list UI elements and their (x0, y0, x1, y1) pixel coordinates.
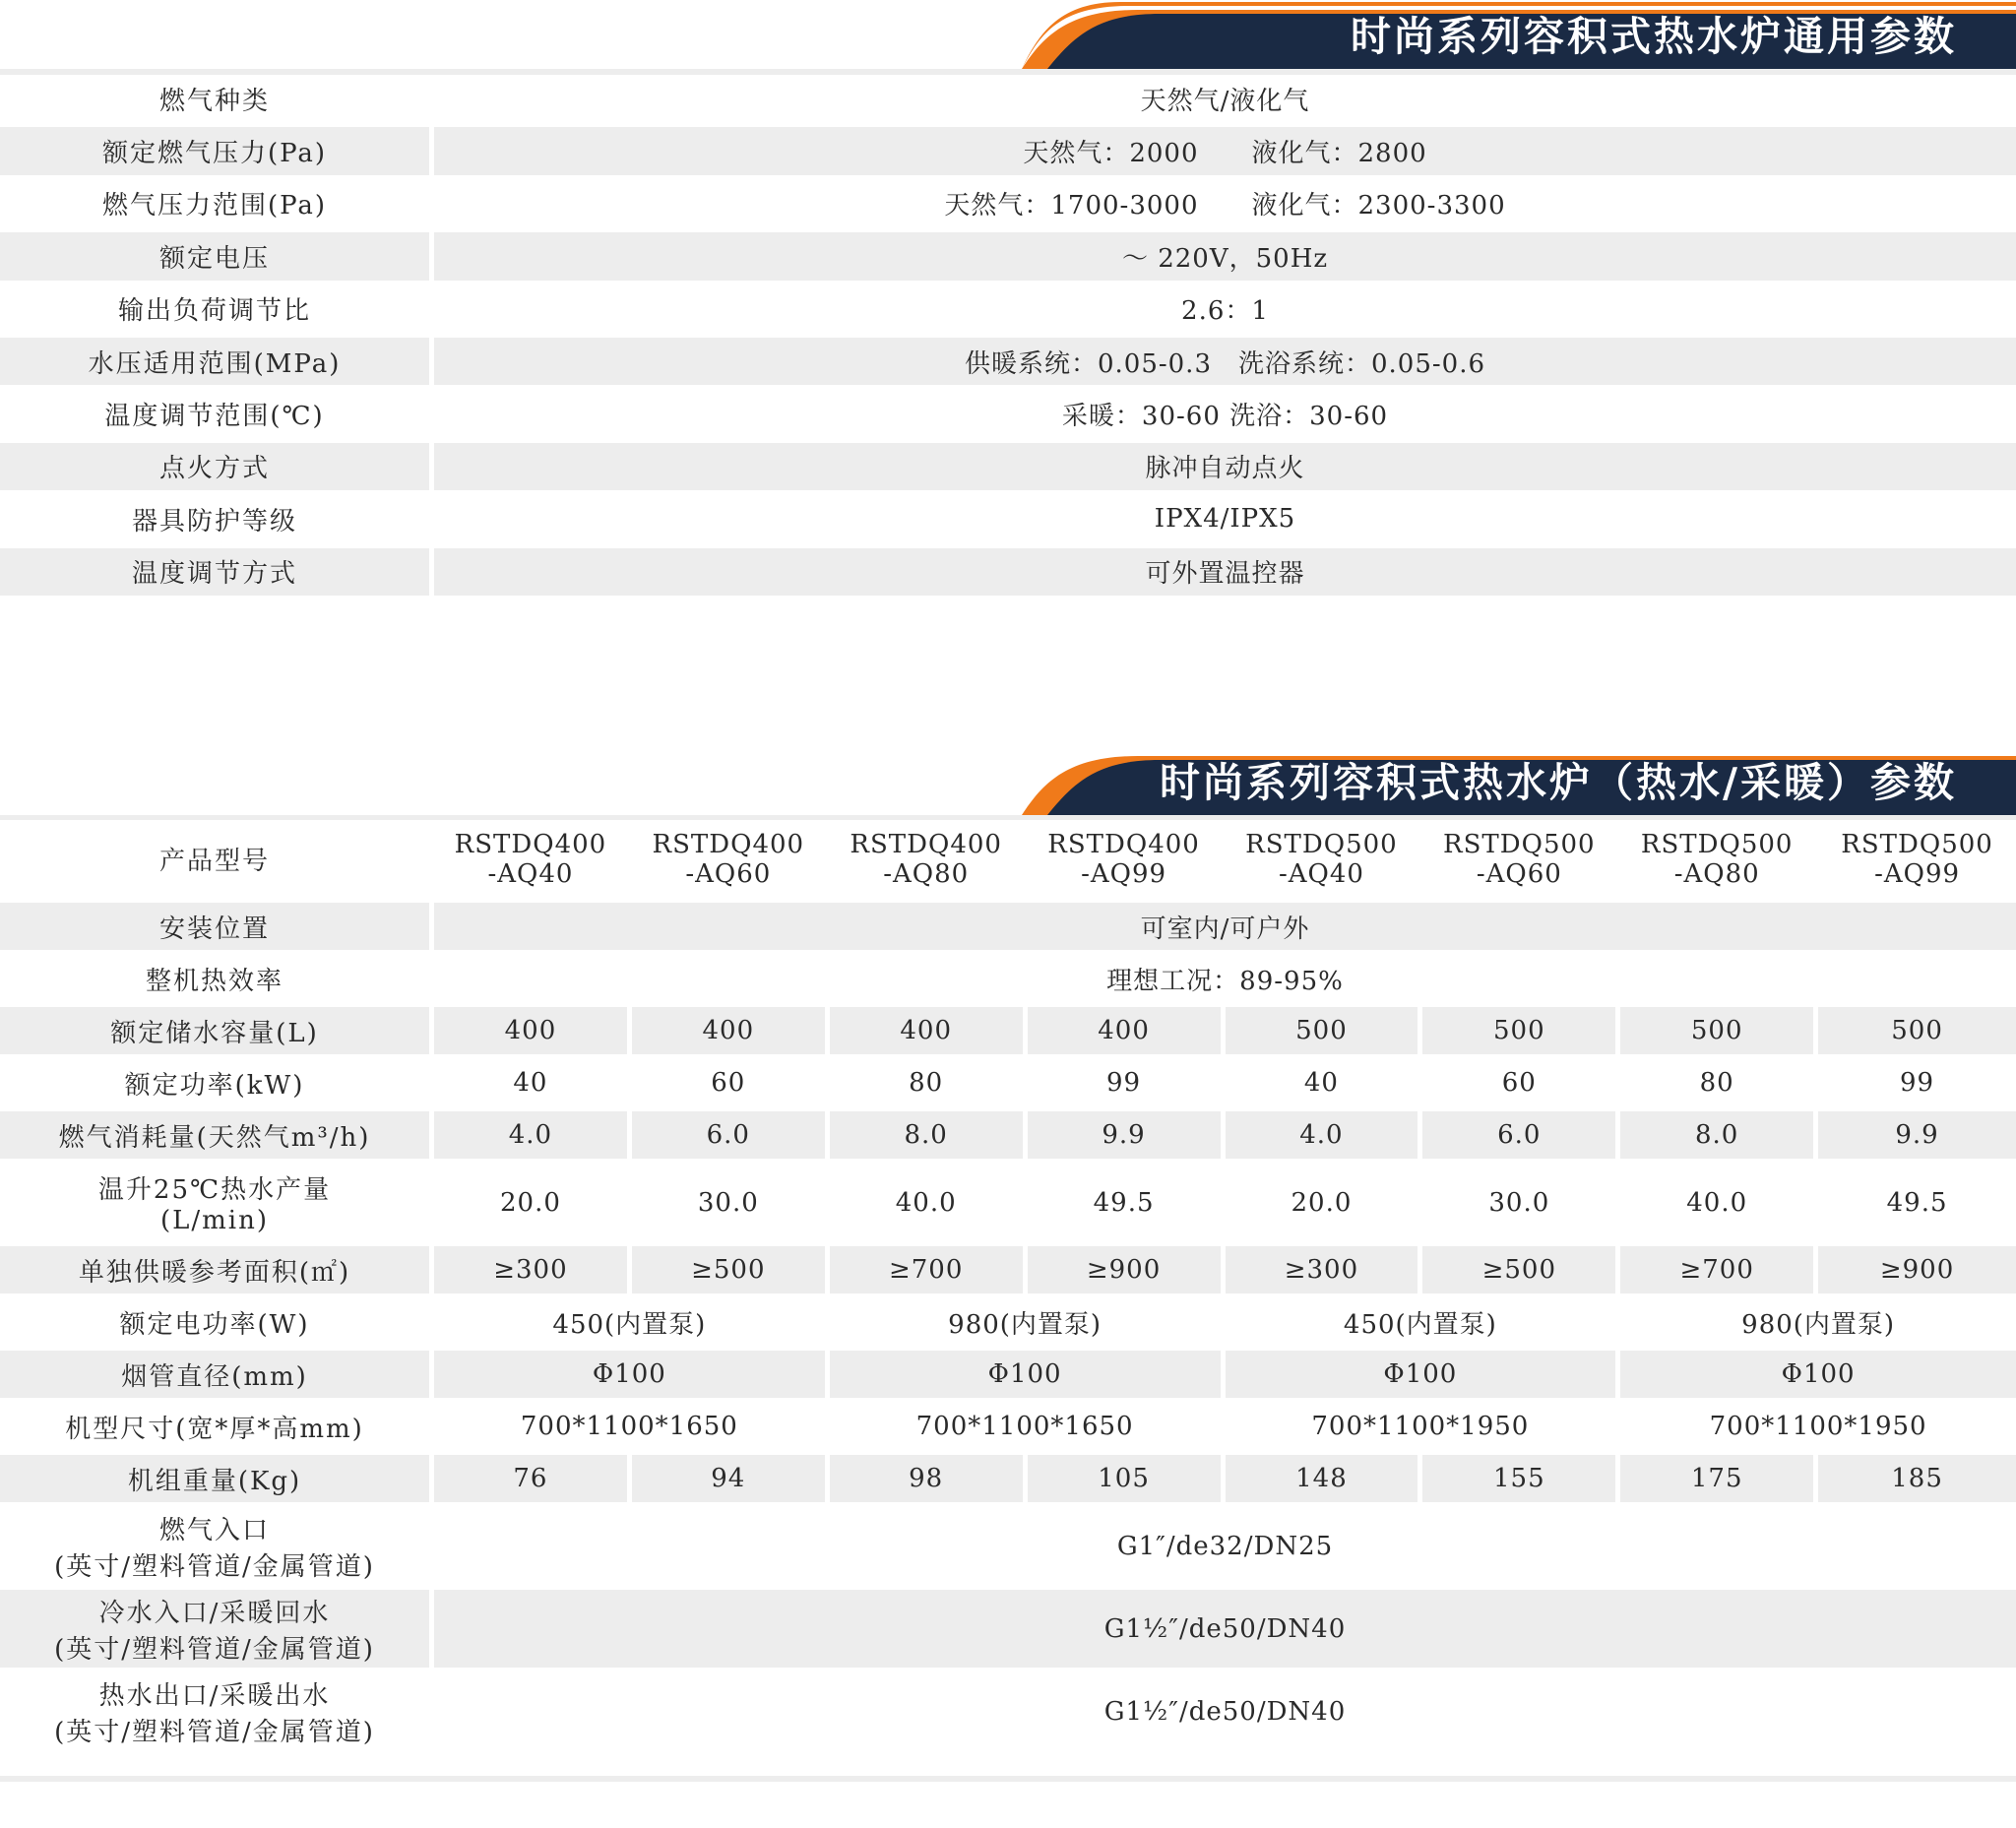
param-value-text: G1½″/de50/DN40 (1103, 1613, 1347, 1644)
table-row (0, 285, 2016, 338)
param-value-text: ≥900 (1086, 1255, 1162, 1285)
param-label (0, 338, 434, 390)
table-row (0, 232, 2016, 284)
param-label (0, 955, 434, 1007)
param-value-text: G1½″/de50/DN40 (1103, 1696, 1347, 1727)
param-value (830, 1351, 1226, 1403)
param-value-text: 6.0 (706, 1120, 750, 1150)
model-name-text: -AQ60 (685, 858, 772, 889)
param-label (0, 1164, 434, 1246)
param-value (1226, 1403, 1621, 1455)
table-row (0, 1590, 2016, 1672)
param-value (632, 1111, 830, 1164)
param-value-text: ≥500 (691, 1255, 766, 1285)
table-row (0, 127, 2016, 179)
param-value-text: 500 (1295, 1016, 1348, 1045)
param-label-text: 烟管直径(mm) (121, 1361, 308, 1392)
param-label-text: (英寸/塑料管道/金属管道) (54, 1717, 375, 1747)
param-value (1028, 1246, 1226, 1298)
param-value (434, 1507, 2016, 1590)
table-row (0, 1507, 2016, 1590)
param-value (1422, 1007, 1620, 1059)
param-label-text: 额定储水容量(L) (110, 1018, 319, 1048)
param-value-text: 500 (1690, 1016, 1743, 1045)
param-value-text: 450(内置泵) (552, 1309, 707, 1340)
param-value (1818, 1164, 2016, 1246)
table-row (0, 75, 2016, 127)
param-label-text: 燃气种类 (158, 86, 270, 116)
param-value (1226, 1059, 1423, 1111)
param-value (434, 1351, 830, 1403)
param-label (0, 285, 434, 338)
param-label (0, 1007, 434, 1059)
param-label (0, 1111, 434, 1164)
param-label-text: 温升25℃热水产量 (97, 1175, 332, 1205)
param-value (1422, 1059, 1620, 1111)
param-label-text: 点火方式 (158, 454, 270, 484)
param-value (1422, 1111, 1620, 1164)
model-name (830, 820, 1028, 903)
table-row (0, 1059, 2016, 1111)
param-value (434, 232, 2016, 284)
model-name-text: -AQ40 (1278, 858, 1364, 889)
param-value-text: 980(内置泵) (948, 1309, 1102, 1340)
param-value-text: 450(内置泵) (1343, 1309, 1497, 1340)
param-label (0, 1351, 434, 1403)
param-label-text: 安装位置 (158, 914, 270, 944)
param-value-text: 80 (1699, 1068, 1734, 1098)
section2-title: 时尚系列容积式热水炉（热水/采暖）参数 (1160, 759, 1957, 806)
param-value (632, 1007, 830, 1059)
param-label-text: 燃气压力范围(Pa) (101, 191, 328, 221)
param-value-text: 700*1100*1650 (520, 1412, 738, 1441)
model-name-text: -AQ40 (487, 858, 574, 889)
param-value (434, 338, 2016, 390)
param-value (830, 1455, 1028, 1507)
param-label-text: 额定电功率(W) (119, 1309, 310, 1340)
param-value-text: 700*1100*1950 (1311, 1412, 1530, 1441)
param-label-text: 器具防护等级 (131, 506, 297, 536)
model-name-text: RSTDQ500 (1640, 829, 1794, 859)
param-value-text: 可室内/可户外 (1140, 914, 1310, 944)
param-label-text: 温度调节范围(℃) (104, 402, 325, 432)
param-value (1028, 1164, 1226, 1246)
param-value (830, 1111, 1028, 1164)
param-label-text: 单独供暖参考面积(㎡) (78, 1257, 351, 1288)
param-value (1422, 1246, 1620, 1298)
table-row (0, 180, 2016, 232)
param-value (830, 1403, 1226, 1455)
param-value-text: ≥300 (1284, 1255, 1359, 1285)
param-value-text: 40.0 (1686, 1187, 1748, 1218)
param-value-text: 天然气/液化气 (1140, 86, 1310, 116)
param-value-text: 40 (1303, 1068, 1339, 1098)
param-value-text: 500 (1492, 1016, 1545, 1045)
param-value (1226, 1111, 1423, 1164)
param-value-text: 80 (909, 1068, 944, 1098)
param-label-text: 整机热效率 (145, 966, 284, 996)
param-value (1620, 1403, 2016, 1455)
param-value (434, 1403, 830, 1455)
param-value-text: 天然气：1700-3000 液化气：2300-3300 (944, 191, 1506, 221)
param-value (1028, 1007, 1226, 1059)
table-row (0, 1246, 2016, 1298)
param-value (1620, 1007, 1818, 1059)
param-value-text: 40.0 (895, 1187, 957, 1218)
general-params-table (0, 75, 2016, 600)
param-value (434, 180, 2016, 232)
model-label (0, 820, 434, 903)
param-label-text: (英寸/塑料管道/金属管道) (54, 1634, 375, 1665)
param-value (1620, 1351, 2016, 1403)
param-label (0, 495, 434, 547)
model-name-text: -AQ80 (1673, 858, 1760, 889)
param-value (434, 1007, 632, 1059)
param-value-text: ≥900 (1879, 1255, 1955, 1285)
param-value (1028, 1111, 1226, 1164)
param-label (0, 1403, 434, 1455)
model-header-row (0, 820, 2016, 903)
model-name (1028, 820, 1226, 903)
table-row (0, 1164, 2016, 1246)
param-value (632, 1455, 830, 1507)
table-row (0, 338, 2016, 390)
param-value-text: 供暖系统：0.05-0.3 洗浴系统：0.05-0.6 (964, 348, 1486, 379)
param-value (434, 1164, 632, 1246)
param-label (0, 1507, 434, 1590)
model-label-text: 产品型号 (158, 847, 270, 876)
param-value (434, 1298, 830, 1351)
param-value (830, 1298, 1226, 1351)
param-value (1226, 1246, 1423, 1298)
param-label-text: (L/min) (159, 1206, 270, 1235)
param-value-text: 94 (711, 1464, 746, 1493)
param-value (434, 495, 2016, 547)
param-label (0, 1672, 434, 1755)
section1-banner (1022, 2, 2016, 69)
model-name-text: RSTDQ500 (1443, 829, 1596, 859)
param-value-text: 30.0 (1488, 1187, 1550, 1218)
param-value-text: 天然气：2000 液化气：2800 (1023, 139, 1427, 169)
param-value-text: 6.0 (1497, 1120, 1542, 1150)
param-value-text: 76 (513, 1464, 548, 1493)
param-value (434, 1455, 632, 1507)
param-value-text: 99 (1900, 1068, 1935, 1098)
model-name-text: RSTDQ500 (1245, 829, 1398, 859)
param-value-text: Φ100 (987, 1359, 1062, 1389)
param-value-text: 155 (1492, 1464, 1545, 1493)
param-label-text: 燃气消耗量(天然气m³/h) (58, 1122, 371, 1153)
param-value-text: 9.9 (1102, 1120, 1146, 1150)
param-label-text: 热水出口/采暖出水 (98, 1680, 331, 1711)
table-row (0, 1351, 2016, 1403)
param-label (0, 1455, 434, 1507)
param-label (0, 1590, 434, 1672)
model-name (632, 820, 830, 903)
param-value-text: Φ100 (592, 1359, 666, 1389)
param-value-text: 20.0 (1291, 1187, 1353, 1218)
param-value (434, 548, 2016, 600)
param-value (434, 285, 2016, 338)
param-label-text: 燃气入口 (158, 1515, 270, 1545)
param-value-text: ≥700 (888, 1255, 964, 1285)
param-value-text: 8.0 (904, 1120, 948, 1150)
model-params-table (0, 820, 2016, 1755)
param-value-text: 理想工况：89-95% (1106, 966, 1344, 996)
model-name (1818, 820, 2016, 903)
param-value (1818, 1007, 2016, 1059)
param-value (1028, 1455, 1226, 1507)
table-row (0, 903, 2016, 955)
param-value-text: ≥500 (1481, 1255, 1557, 1285)
param-label (0, 1059, 434, 1111)
param-label-text: (英寸/塑料管道/金属管道) (54, 1551, 375, 1582)
param-value (1620, 1164, 1818, 1246)
param-value-text: 99 (1106, 1068, 1142, 1098)
table-row (0, 443, 2016, 495)
param-value (1226, 1351, 1621, 1403)
param-label-text: 额定燃气压力(Pa) (101, 139, 328, 169)
model-name (434, 820, 632, 903)
section1-title: 时尚系列容积式热水炉通用参数 (1351, 13, 1957, 60)
model-name-text: RSTDQ500 (1841, 829, 1993, 859)
table-row (0, 1007, 2016, 1059)
param-value (434, 1590, 2016, 1672)
table-row (0, 390, 2016, 442)
param-label (0, 443, 434, 495)
table-row (0, 1455, 2016, 1507)
param-value (434, 1111, 632, 1164)
param-value-text: 采暖：30-60 洗浴：30-60 (1061, 402, 1389, 432)
param-label-text: 输出负荷调节比 (117, 296, 311, 327)
param-label (0, 127, 434, 179)
param-value (434, 127, 2016, 179)
param-value-text: 60 (1501, 1068, 1537, 1098)
model-name-text: RSTDQ400 (1047, 829, 1200, 859)
param-value-text: 60 (711, 1068, 746, 1098)
param-value (1818, 1111, 2016, 1164)
param-value (434, 1059, 632, 1111)
table-row (0, 1672, 2016, 1755)
param-value (434, 1246, 632, 1298)
table-row (0, 1111, 2016, 1164)
param-value (830, 1164, 1028, 1246)
param-value-text: Φ100 (1383, 1359, 1458, 1389)
param-value-text: 980(内置泵) (1741, 1309, 1896, 1340)
param-value (1226, 1007, 1423, 1059)
param-value-text: 98 (909, 1464, 944, 1493)
section2-banner (1022, 748, 2016, 815)
param-label-text: 额定功率(kW) (124, 1070, 305, 1101)
param-value (632, 1164, 830, 1246)
model-name-text: -AQ99 (1874, 858, 1961, 889)
param-value (1620, 1246, 1818, 1298)
param-value-text: 700*1100*1950 (1709, 1412, 1927, 1441)
param-value-text: 700*1100*1650 (915, 1412, 1134, 1441)
param-value-text: 105 (1098, 1464, 1150, 1493)
param-value (1226, 1164, 1423, 1246)
param-value (632, 1246, 830, 1298)
param-label (0, 1246, 434, 1298)
param-value (1422, 1455, 1620, 1507)
param-value (1226, 1298, 1621, 1351)
model-name-text: -AQ80 (883, 858, 970, 889)
param-label (0, 180, 434, 232)
param-label-text: 冷水入口/采暖回水 (98, 1598, 331, 1628)
param-value-text: 400 (702, 1016, 755, 1045)
param-value-text: 500 (1891, 1016, 1943, 1045)
param-value-text: 185 (1891, 1464, 1943, 1493)
param-value-text: 4.0 (508, 1120, 553, 1150)
param-value (1818, 1455, 2016, 1507)
param-value (434, 390, 2016, 442)
param-value-text: 400 (900, 1016, 952, 1045)
param-label-text: 温度调节方式 (131, 559, 297, 590)
param-value (434, 443, 2016, 495)
param-value (434, 1672, 2016, 1755)
param-value (434, 955, 2016, 1007)
param-value (1818, 1059, 2016, 1111)
param-value-text: 148 (1295, 1464, 1348, 1493)
param-value (434, 903, 2016, 955)
param-value-text: 2.6：1 (1181, 296, 1269, 327)
param-value-text: 8.0 (1695, 1120, 1739, 1150)
param-value-text: 30.0 (697, 1187, 759, 1218)
model-name-text: -AQ99 (1081, 858, 1167, 889)
table-row (0, 955, 2016, 1007)
table-row (0, 1298, 2016, 1351)
table-row (0, 1403, 2016, 1455)
model-name-text: RSTDQ400 (850, 829, 1002, 859)
table-row (0, 548, 2016, 600)
model-name-text: RSTDQ400 (454, 829, 607, 859)
param-label (0, 232, 434, 284)
model-name (1422, 820, 1620, 903)
param-label-text: 机型尺寸(宽*厚*高mm) (65, 1414, 364, 1444)
param-value (1620, 1059, 1818, 1111)
param-value-text: Φ100 (1781, 1359, 1856, 1389)
param-value (1620, 1455, 1818, 1507)
param-value-text: 175 (1690, 1464, 1743, 1493)
param-value-text: 脉冲自动点火 (1145, 454, 1305, 484)
param-label (0, 390, 434, 442)
model-name (1226, 820, 1423, 903)
table-row (0, 495, 2016, 547)
param-value-text: 9.9 (1895, 1120, 1939, 1150)
param-value (1818, 1246, 2016, 1298)
param-value-text: ～ 220V，50Hz (1121, 243, 1329, 274)
param-label (0, 548, 434, 600)
param-value-text: 49.5 (1093, 1187, 1155, 1218)
param-value-text: 400 (504, 1016, 557, 1045)
param-label-text: 机组重量(Kg) (127, 1466, 302, 1496)
param-label (0, 1298, 434, 1351)
param-value (830, 1246, 1028, 1298)
param-value-text: ≥300 (493, 1255, 568, 1285)
param-value-text: 49.5 (1886, 1187, 1948, 1218)
param-value (830, 1059, 1028, 1111)
param-value-text: 可外置温控器 (1145, 559, 1305, 590)
param-label-text: 水压适用范围(MPa) (88, 348, 342, 379)
param-label (0, 903, 434, 955)
param-value-text: 40 (513, 1068, 548, 1098)
param-value (1226, 1455, 1423, 1507)
param-value (632, 1059, 830, 1111)
param-value (1620, 1298, 2016, 1351)
param-value (1028, 1059, 1226, 1111)
param-value-text: ≥700 (1679, 1255, 1754, 1285)
param-value-text: 4.0 (1299, 1120, 1344, 1150)
param-value (830, 1007, 1028, 1059)
model-name (1620, 820, 1818, 903)
param-value-text: G1″/de32/DN25 (1116, 1531, 1334, 1561)
param-value-text: IPX4/IPX5 (1154, 504, 1296, 535)
section2-bottom-rule (0, 1776, 2016, 1782)
param-value-text: 20.0 (499, 1187, 561, 1218)
model-name-text: -AQ60 (1476, 858, 1562, 889)
param-value (1620, 1111, 1818, 1164)
param-label-text: 额定电压 (158, 243, 270, 274)
model-name-text: RSTDQ400 (652, 829, 805, 859)
param-value (434, 75, 2016, 127)
param-value (1422, 1164, 1620, 1246)
param-label (0, 75, 434, 127)
param-value-text: 400 (1098, 1016, 1150, 1045)
